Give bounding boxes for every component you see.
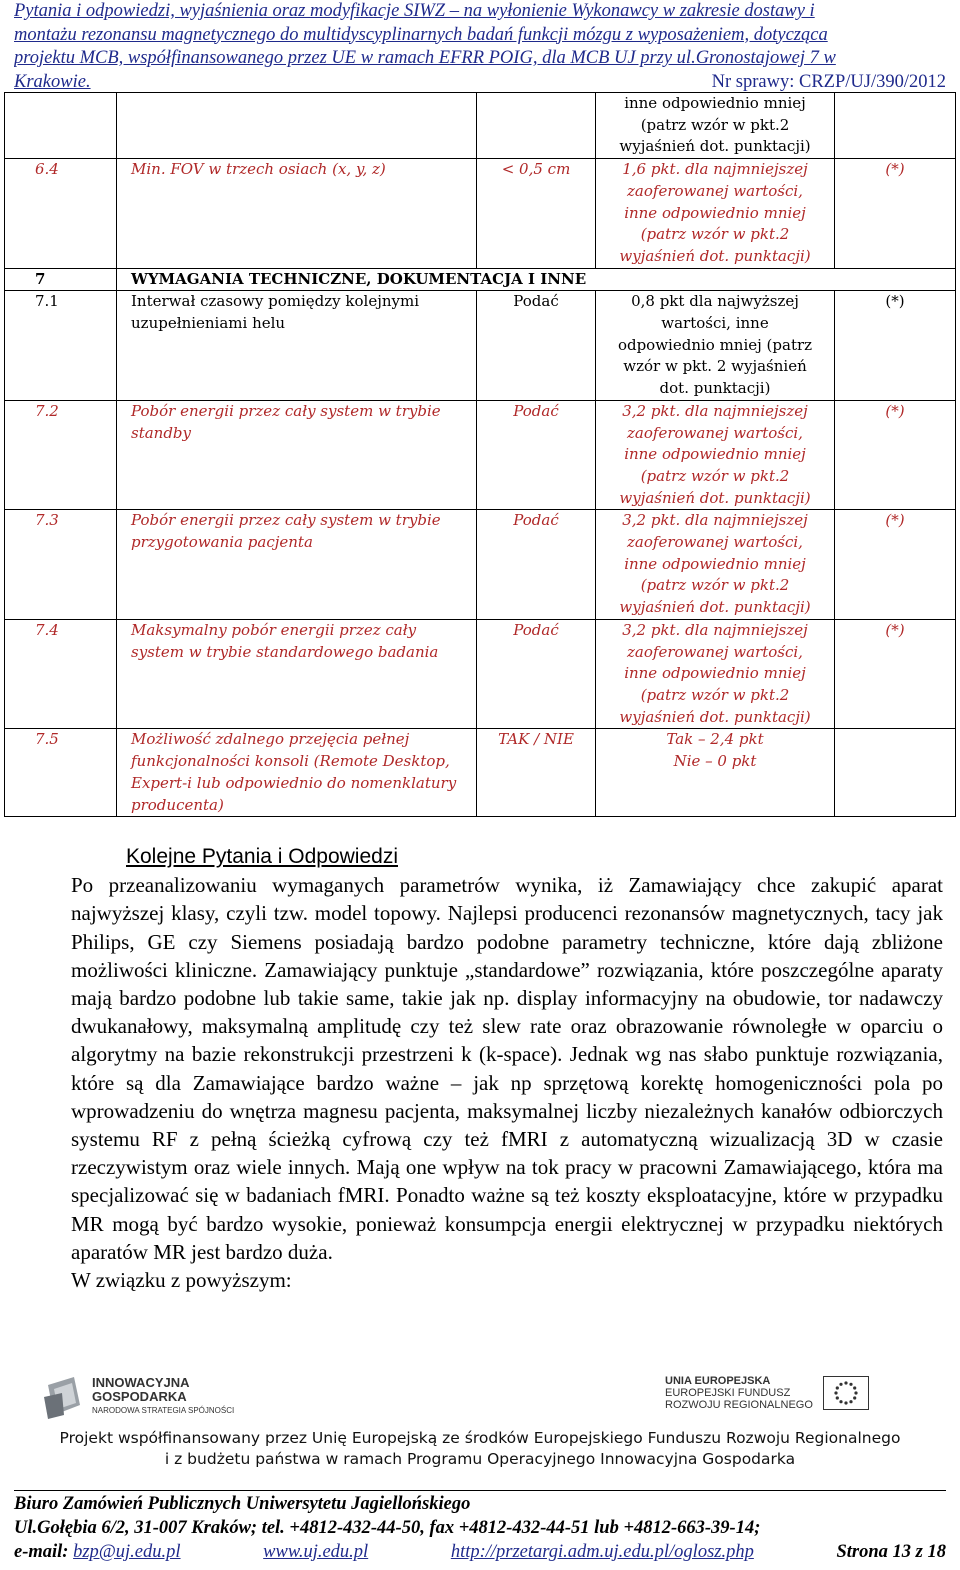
- points-line: wyjaśnień dot. punktacji): [619, 137, 811, 156]
- table-row: [5, 729, 956, 817]
- eu-star: [836, 1396, 839, 1399]
- eu-star: [834, 1391, 837, 1394]
- row-number: 7.2: [5, 400, 117, 510]
- innovative-economy-logo: [44, 1375, 234, 1419]
- points-line: (patrz wzór w pkt.2: [640, 115, 790, 134]
- required-value: < 0,5 cm: [477, 159, 596, 269]
- note-marker: (*): [835, 159, 956, 269]
- points-line: inne odpowiednio mniej: [624, 554, 806, 573]
- points-cell: [596, 291, 835, 401]
- header-line-1: Pytania i odpowiedzi, wyjaśnienia oraz modyfikacje SIWZ – na wyłonienie Wykonawcy w zakresie dostawy i: [14, 1, 815, 21]
- header-line-4: Krakowie.: [14, 71, 91, 92]
- logo-left-line-2: GOSPODARKA: [92, 1389, 187, 1404]
- section-row: [5, 268, 956, 291]
- eu-star: [853, 1396, 856, 1399]
- eu-star: [836, 1386, 839, 1389]
- points-line: zaoferowanej wartości,: [627, 642, 803, 661]
- email-link[interactable]: bzp@uj.edu.pl: [73, 1542, 181, 1562]
- section-title: WYMAGANIA TECHNICZNE, DOKUMENTACJA I INNE: [117, 268, 956, 291]
- points-cell: [596, 619, 835, 729]
- page-header: [14, 0, 946, 94]
- footer-address: Ul.Gołębia 6/2, 31-007 Kraków; tel. +4812-432-44-50, fax +4812-432-44-51 lub +4812-663-39-14;: [14, 1518, 761, 1538]
- header-line-3: projektu MCB, współfinansowanego przez UE w ramach EFRR POIG, dla MCB UJ przy ul.Gronostajowej 7 w: [14, 48, 836, 68]
- points-line: (patrz wzór w pkt.2: [640, 685, 790, 704]
- points-line: wyjaśnień dot. punktacji): [619, 246, 811, 265]
- logo-right-line-2: EUROPEJSKI FUNDUSZ: [665, 1387, 791, 1399]
- parameter-name: Pobór energii przez cały system w trybie przygotowania pacjenta: [117, 510, 477, 620]
- parameter-name: Interwał czasowy pomiędzy kolejnymi uzupełnieniami helu: [117, 291, 477, 401]
- footer-email-label: e-mail:: [14, 1542, 69, 1562]
- requirements-table: [4, 92, 956, 817]
- points-line: 3,2 pkt. dla najmniejszej: [622, 620, 808, 639]
- points-line: inne odpowiednio mniej: [624, 94, 806, 112]
- points-line: zaoferowanej wartości,: [627, 423, 803, 442]
- points-line: dot. punktacji): [659, 379, 771, 398]
- required-value: Podać: [477, 510, 596, 620]
- eu-star: [849, 1400, 852, 1403]
- case-number: Nr sprawy: CRZP/UJ/390/2012: [711, 71, 946, 92]
- row-number: 7.4: [5, 619, 117, 729]
- points-line: odpowiednio mniej (patrz: [617, 335, 813, 354]
- row-number: 7.3: [5, 510, 117, 620]
- table-row: [5, 159, 956, 269]
- points-cell: [596, 510, 835, 620]
- note-marker: [835, 729, 956, 817]
- project-line-2: i z budżetu państwa w ramach Programu Operacyjnego Innowacyjna Gospodarka: [164, 1450, 796, 1468]
- points-line: zaoferowanej wartości,: [627, 181, 803, 200]
- table-row: [5, 93, 956, 159]
- required-value: Podać: [477, 400, 596, 510]
- eu-star: [854, 1391, 857, 1394]
- row-number: 6.4: [5, 159, 117, 269]
- logo-right-line-1: UNIA EUROPEJSKA: [665, 1375, 771, 1387]
- footer-divider: [14, 1490, 946, 1491]
- note-marker: (*): [835, 400, 956, 510]
- table-row: [5, 510, 956, 620]
- points-line: inne odpowiednio mniej: [624, 203, 806, 222]
- page-number: Strona 13 z 18: [836, 1542, 946, 1562]
- eu-star: [844, 1381, 847, 1384]
- footer-office: Biuro Zamówień Publicznych Uniwersytetu Jagiellońskiego: [14, 1494, 471, 1514]
- table-row: [5, 619, 956, 729]
- points-line: (patrz wzór w pkt.2: [640, 466, 790, 485]
- points-cell: [596, 159, 835, 269]
- parameter-name: Maksymalny pobór energii przez cały system w trybie standardowego badania: [117, 619, 477, 729]
- points-line: 1,6 pkt. dla najmniejszej: [622, 160, 808, 179]
- logo-strip: [0, 1375, 960, 1425]
- parameter-name: Możliwość zdalnego przejęcia pełnej funkcjonalności konsoli (Remote Desktop, Expert-i lub odpowiednio do nomenklatury producenta): [117, 729, 477, 817]
- table-row: [5, 291, 956, 401]
- eu-star: [844, 1401, 847, 1404]
- row-number: 7: [5, 268, 117, 291]
- eu-flag-icon: [823, 1376, 869, 1410]
- row-number: 7.1: [5, 291, 117, 401]
- required-value: Podać: [477, 291, 596, 401]
- points-line: wyjaśnień dot. punktacji): [619, 598, 811, 617]
- logo-left-line-1: INNOWACYJNA: [92, 1375, 190, 1390]
- page-footer: [14, 1492, 946, 1564]
- points-line: wyjaśnień dot. punktacji): [619, 488, 811, 507]
- note-marker: (*): [835, 619, 956, 729]
- points-line: inne odpowiednio mniej: [624, 664, 806, 683]
- points-line: zaoferowanej wartości,: [627, 533, 803, 552]
- question-section: [71, 843, 943, 1294]
- points-line: 3,2 pkt. dla najmniejszej: [622, 401, 808, 420]
- eu-star: [853, 1386, 856, 1389]
- parameter-name: Pobór energii przez cały system w trybie standby: [117, 400, 477, 510]
- points-line: 0,8 pkt dla najwyższej: [631, 292, 799, 311]
- eu-star: [839, 1383, 842, 1386]
- points-line: Tak – 2,4 pkt: [666, 730, 764, 749]
- points-line: wartości, inne: [661, 314, 769, 333]
- section-heading: Kolejne Pytania i Odpowiedzi: [126, 845, 398, 868]
- points-line: Nie – 0 pkt: [673, 752, 757, 771]
- ig-emblem-icon: [44, 1375, 84, 1419]
- required-value: TAK / NIE: [477, 729, 596, 817]
- tenders-link[interactable]: http://przetargi.adm.uj.edu.pl/oglosz.php: [450, 1542, 754, 1562]
- points-line: (patrz wzór w pkt.2: [640, 576, 790, 595]
- required-value: Podać: [477, 619, 596, 729]
- points-line: inne odpowiednio mniej: [624, 445, 806, 464]
- logo-right-line-3: ROZWOJU REGIONALNEGO: [665, 1399, 813, 1411]
- points-line: 3,2 pkt. dla najmniejszej: [622, 511, 808, 530]
- table-row: [5, 400, 956, 510]
- points-cell: [596, 93, 835, 159]
- parameter-name: Min. FOV w trzech osiach (x, y, z): [117, 159, 477, 269]
- row-number: 7.5: [5, 729, 117, 817]
- note-marker: (*): [835, 510, 956, 620]
- eu-logo: [665, 1375, 869, 1411]
- eu-star: [839, 1400, 842, 1403]
- closing-line: W związku z powyższym:: [71, 1268, 292, 1293]
- project-line-1: Projekt współfinansowany przez Unię Europejską ze środków Europejskiego Funduszu Rozwoju Regionalnego: [59, 1429, 901, 1447]
- note-marker: (*): [835, 291, 956, 401]
- points-line: (patrz wzór w pkt.2: [640, 225, 790, 244]
- points-cell: [596, 400, 835, 510]
- question-paragraph: Po przeanalizowaniu wymaganych parametrów wynika, iż Zamawiający chce zakupić aparat najwyższej klasy, czyli tzw. model topowy. Najlepsi producenci rezonansów magnetycznych, tacy jak Philips, GE czy Siemens posiadają bardzo podobne parametry techniczne, które dają zbliżone możliwości kliniczne. Zamawiający punktuje „standardowe” rozwiązania, które poszczególne aparaty mają bardzo podobne lub takie same, takie jak np. display informacyjny na obudowie, tor nadawczy dwukanałowy, maksymalną amplitudę czy też slew rate oraz obrazowanie równoległe w oparciu o algorytmy na bazie rekonstrukcji przestrzeni k (k-space). Jednak wg nas słabo punktuje rozwiązania, które są dla Zamawiające bardzo ważne – jak np sprzętową korektę homogeniczności pola po wprowadzeniu do wnętrza magnesu pacjenta, maksymalnej liczby niezależnych kanałów odbiorczych systemu RF z pełną ścieżką cyfrową czy też fMRI z automatyczną wizualizacją 3D w czasie rzeczywistym oraz wiele innych. Mają one wpływ na tok pracy w pracowni Zamawiającego, która ma specjalizować się w badaniach fMRI. Ponadto ważne są też koszty eksploatacyjne, które w przypadku MR mogą być bardzo wysokie, ponieważ konsumpcja energii elektrycznej w przypadku niektórych aparatów MR jest bardzo duża.: [71, 873, 943, 1264]
- header-line-2: montażu rezonansu magnetycznego do multidyscyplinarnych badań funkcji mózgu z wyposażeniem, dotycząca: [14, 24, 828, 45]
- project-note: [0, 1428, 960, 1470]
- eu-star: [849, 1383, 852, 1386]
- website-link[interactable]: www.uj.edu.pl: [263, 1542, 369, 1562]
- points-line: wzór w pkt. 2 wyjaśnień: [623, 357, 807, 376]
- points-line: wyjaśnień dot. punktacji): [619, 707, 811, 726]
- logo-left-sub: NARODOWA STRATEGIA SPÓJNOŚCI: [92, 1406, 235, 1415]
- points-cell: [596, 729, 835, 817]
